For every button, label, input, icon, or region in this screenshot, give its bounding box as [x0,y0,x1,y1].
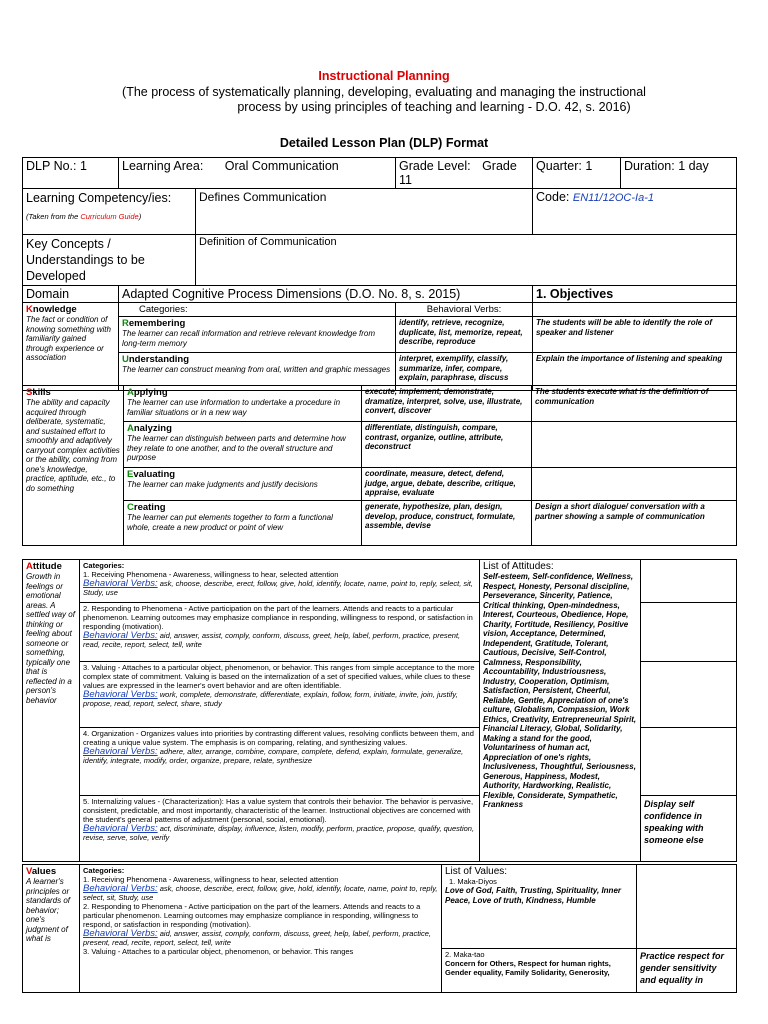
evaluating-cell [124,468,362,501]
evaluating-verbs: coordinate, measure, detect, defend, judge, argue, debate, describe, critique, appraise, evaluate [362,468,532,501]
attitude-row-3-title: 3. Valuing - Attaches to a particular object, phenomenon, or behavior. This ranges from simple acceptance to the more complex state of commitment. Valuing is based on the internalization of a set of specified values, while clues to these values are expressed in the learner's overt behavior and are often identifiable. [83,663,475,690]
understanding-desc: The learner can construct meaning from oral, written and graphic messages [122,365,391,374]
remembering-cell [119,317,396,353]
learning-area-value: Oral Communication [224,159,339,173]
knowledge-label: Knowledge [26,304,77,315]
attitude-row-2: 2. Responding to Phenomena - Active participation on the part of the learners. Attends and reacts to a particular phenomenon. Learning outcomes may emphasize compliance in responding, willingness to respond, or satisfaction in responding (motivation). Behavioral Verbs: aid, answer, assist, comply, conform, discuss, greet, help, label, perform, practice, present, read, recite, report, select, tell, write [80,603,480,662]
attitude-row-1-bv-label: Behavioral Verbs: [83,578,158,589]
skills-domain-cell [23,386,124,546]
remembering-verbs: identify, retrieve, recognize, duplicate, list, memorize, repeat, describe, reproduce [396,317,533,353]
attitude-row-3: 3. Valuing - Attaches to a particular object, phenomenon, or behavior. This ranges from simple acceptance to the more complex state of commitment. Valuing is based on the internalization of a set of specified values, while clues to these values are expressed in the learner's overt behavior and are often identifiable. Behavioral Verbs: work, complete, demonstrate, differentiate, explain, follow, form, initiate, invite, join, justify, propose, read, report, select, share, study [80,662,480,728]
understanding-label: Understanding [122,354,190,365]
understanding-verbs: interpret, exemplify, classify, summarize, infer, compare, explain, paraphrase, discuss [396,353,533,391]
dlp-number: DLP No.: 1 [23,158,119,189]
values-categories-label: Categories: [83,866,125,875]
values-domain-cell [23,865,80,993]
knowledge-verbs-label: Behavioral Verbs: [396,303,533,317]
attitude-row-5-verbs: act, discriminate, display, influence, listen, modify, perform, practice, propose, qualify, question, revise, serve, solve, verify [83,824,475,842]
values-bv-label: Behavioral Verbs: [83,883,158,894]
attitude-row-1-title: 1. Receiving Phenomena - Awareness, willingness to hear, selected attention [83,570,339,579]
values-row-3-title: 3. Valuing - Attaches to a particular object, phenomenon, or behavior. This ranges [83,947,354,956]
understanding-objective: Explain the importance of listening and speaking [533,353,737,391]
attitude-objective-blank-2 [641,603,737,662]
attitude-categories-label: Categories: [83,561,125,570]
creating-objective: Design a short dialogue/ conversation with a partner showing a sample of communication [532,501,737,546]
attitude-domain-cell [23,560,80,862]
grade-level-value: Grade 11 [399,159,517,187]
evaluating-desc: The learner can make judgments and justify decisions [127,480,318,489]
attitude-row-4: 4. Organization - Organizes values into priorities by contrasting different values, resolving conflicts between them, and creating a unique value system. The emphasis is on comparing, relating, and synthesizing values. Behavioral Verbs: adhere, alter, arrange, combine, compare, complete, defend, explain, formulate, generalize, identify, integrate, modify, order, organize, prepare, relate, synthesize [80,728,480,796]
analyzing-verbs: differentiate, distinguish, compare, contrast, organize, outline, attribute, deconstruct [362,422,532,468]
attitude-objective: Display self confidence in speaking with someone else [641,796,737,862]
competency-note: (Taken from the Curriculum Guide) [26,212,142,221]
values-list-cell-2 [442,949,637,993]
attitude-objective-blank-4 [641,728,737,796]
grade-level-cell [396,158,533,189]
code-value: EN11/12OC-Ia-1 [572,192,654,204]
skills-label: Skills [26,387,51,398]
attitude-row-1-verbs: ask, choose, describe, erect, follow, give, hold, identify, locate, name, point to, reply, select, sit, Study, use [83,579,473,597]
attitude-label: Attitude [26,561,62,572]
analyzing-cell [124,422,362,468]
creating-cell [124,501,362,546]
remembering-label: Remembering [122,318,186,329]
values-desc: A learner's principles or standards of behavior; one's judgment of what is [26,877,71,943]
creating-verbs: generate, hypothesize, plan, design, develop, produce, construct, formulate, assemble, devise [362,501,532,546]
attitude-row-4-verbs: adhere, alter, arrange, combine, compare, complete, defend, explain, formulate, generalize, identify, integrate, modify, order, organize, prepare, relate, synthesize [83,747,464,765]
attitude-row-1 [80,560,480,603]
values-list-1: Love of God, Faith, Trusting, Spirituality, Inner Peace, Love of truth, Kindness, Humble [445,886,622,905]
analyzing-objective [532,422,737,468]
creating-label: Creating [127,502,166,513]
dimensions-header: Adapted Cognitive Process Dimensions (D.O. No. 8, s. 2015) [119,286,533,303]
values-list-1-head: 1. Maka-Diyos [449,877,497,886]
values-list-2: Concern for Others, Respect for human rights, Gender equality, Family Solidarity, Generosity, [445,959,611,977]
attitude-row-2-title: 2. Responding to Phenomena - Active participation on the part of the learners. Attends and reacts to a particular phenomenon. Learning outcomes may emphasize compliance in responding, willingness to respond, or satisfaction in responding (motivation). [83,604,473,631]
remembering-objective: The students will be able to identify the role of speaker and listener [533,317,737,353]
values-objective-blank [637,865,737,949]
values-row-2-verbs: aid, answer, assist, comply, conform, discuss, greet, help, label, perform, practice, present, read, recite, report, select, tell, write [83,929,431,947]
attitude-list: Self-esteem, Self-confidence, Wellness, Respect, Honesty, Personal discipline, Perseverance, Sincerity, Patience, Critical thinking, Open-mindedness, Interest, Courteous, Obedience, Hope, Charity, Fortitude, Resiliency, Positive vision, Acceptance, Determined, Independent, Gratitude, Tolerant, Cautious, Decisive, Self-Control, Calmness, Responsibility, Accountability, Industriousness, Industry, Cooperation, Optimism, Satisfaction, Persistent, Cheerful, Reliable, Gentle, Appreciation of one's culture, Globalism, Compassion, Work Ethics, Creativity, Entrepreneurial Spirit, Financial Literacy, Global, Solidarity, Making a stand for the good, Voluntariness of human act, Appreciation of one's rights, Inclusiveness, Thoughtful, Seriousness, Generous, Happiness, Modest, Authority, Hardworking, Realistic, Flexible, Considerate, Sympathetic, Frankness [483,572,637,809]
attitude-row-4-title: 4. Organization - Organizes values into priorities by contrasting different values, resolving conflicts between them, and creating a unique value system. The emphasis is on comparing, relating, and synthesizing values. [83,729,474,747]
quarter-cell: Quarter: 1 [533,158,621,189]
subtitle-line-1: (The process of systematically planning, developing, evaluating and managing the instructional [122,85,646,99]
applying-verbs: execute, implement, demonstrate, dramatize, interpret, solve, use, illustrate, convert, discover [362,386,532,422]
values-list-2-head: 2. Maka-tao [445,950,485,959]
remembering-desc: The learner can recall information and retrieve relevant knowledge from long-term memory [122,329,376,348]
learning-area-cell [119,158,396,189]
knowledge-desc: The fact or condition of knowing something with familiarity gained through experience or association [26,315,111,362]
competency-code-cell [533,189,737,235]
page-subtitle [0,85,768,115]
key-concepts-label: Key Concepts / Understandings to be Developed [23,235,196,286]
knowledge-categories-label: Categories: [119,303,396,317]
values-list-label: List of Values: [445,866,508,877]
lesson-plan-table-values [22,864,737,993]
page-title: Instructional Planning [318,69,450,83]
competency-value: Defines Communication [196,189,533,235]
applying-desc: The learner can use information to undertake a procedure in familiar situations or in a new way [127,398,341,417]
knowledge-domain-cell [23,303,119,391]
applying-cell [124,386,362,422]
attitude-desc: Growth in feelings or emotional areas. A settled way of thinking or feeling about someone or something, typically one that is reflected in a person's behavior [26,572,75,705]
evaluating-objective [532,468,737,501]
values-list-cell-1 [442,865,637,949]
values-categories-cell: Categories: 1. Receiving Phenomena - Awareness, willingness to hear, selected attention Behavioral Verbs: ask, choose, describe, erect, follow, give, hold, identify, locate, name, point to, reply, select, sit, Study, use 2. Responding to Phenomena - Active participation on the part of the learners. Attends and reacts to a particular phenomenon. Learning outcomes may emphasize compliance in responding, willingness to respond, or satisfaction in responding (motivation). Behavioral Verbs: aid, answer, assist, comply, conform, discuss, greet, help, label, perform, practice, present, read, recite, report, select, tell, write 3. Valuing - Attaches to a particular object, phenomenon, or behavior. This ranges [80,865,442,993]
attitude-list-label: List of Attitudes: [483,561,554,572]
knowledge-objective-blank [533,303,737,317]
attitude-row-5-title: 5. Internalizing values - (Characterization): Has a value system that controls their behavior. The behavior is pervasive, consistent, predictable, and most importantly, characteristic of the learner. Instructional objectives are concerned with the student's general patterns of adjustment (personal, social, emotional). [83,797,474,824]
lesson-plan-table-skills [22,385,737,546]
attitude-list-cell [480,560,641,862]
attitude-objective-blank-1 [641,560,737,603]
evaluating-label: Evaluating [127,469,176,480]
grade-level-label: Grade Level: [399,159,471,173]
attitude-row-3-verbs: work, complete, demonstrate, differentiate, explain, follow, form, initiate, invite, join, justify, propose, read, report, select, share, study [83,690,458,708]
subtitle-line-2: process by using principles of teaching and learning - D.O. 42, s. 2016) [237,100,631,114]
code-label: Code: [536,190,570,204]
skills-desc: The ability and capacity acquired through deliberate, systematic, and sustained effort to smoothly and adaptively carryout complex activities or the ability, coming from one's knowledge, practice, aptitude, etc., to do something [26,398,120,493]
attitude-row-5: 5. Internalizing values - (Characterization): Has a value system that controls their behavior. The behavior is pervasive, consistent, predictable, and most importantly, characteristic of the learner. Instructional objectives are concerned with the student's general patterns of adjustment (personal, social, emotional). Behavioral Verbs: act, discriminate, display, influence, listen, modify, perform, practice, propose, qualify, question, revise, serve, solve, verify [80,796,480,862]
lesson-plan-table-knowledge [22,157,737,391]
objectives-header: 1. Objectives [533,286,737,303]
values-row-2-title: 2. Responding to Phenomena - Active participation on the part of the learners. Attends and reacts to a particular phenomenon. Learning outcomes may emphasize compliance in responding, willingness to respond, or satisfaction in responding (motivation). [83,902,421,929]
competency-label: Learning Competency/ies: [26,191,172,205]
domain-header: Domain [23,286,119,303]
attitude-objective-blank-3 [641,662,737,728]
lesson-plan-table-attitude [22,559,737,862]
analyzing-desc: The learner can distinguish between parts and determine how they relate to one another, and to the overall structure and purpose [127,434,346,462]
values-row-1-verbs: ask, choose, describe, erect, follow, give, hold, identify, locate, name, point to, reply, select, sit, Study, use [83,884,438,902]
values-objective: Practice respect for gender sensitivity and equality in [637,949,737,993]
duration-cell: Duration: 1 day [621,158,737,189]
curriculum-guide-link[interactable]: Curriculum Guide [80,212,139,221]
key-concepts-value: Definition of Communication [196,235,737,286]
analyzing-label: Analyzing [127,423,172,434]
dlp-format-title: Detailed Lesson Plan (DLP) Format [279,136,489,150]
learning-area-label: Learning Area: [122,159,204,173]
applying-objective: The students execute what is the definition of communication [532,386,737,422]
values-row-1-title: 1. Receiving Phenomena - Awareness, willingness to hear, selected attention [83,875,339,884]
applying-label: Applying [127,387,168,398]
competency-label-cell [23,189,196,235]
creating-desc: The learner can put elements together to form a functional whole, create a new product or point of view [127,513,333,532]
values-label: Values [26,866,57,877]
attitude-row-2-verbs: aid, answer, assist, comply, conform, discuss, greet, help, label, perform, practice, present, read, recite, report, select, tell, write [83,631,461,649]
